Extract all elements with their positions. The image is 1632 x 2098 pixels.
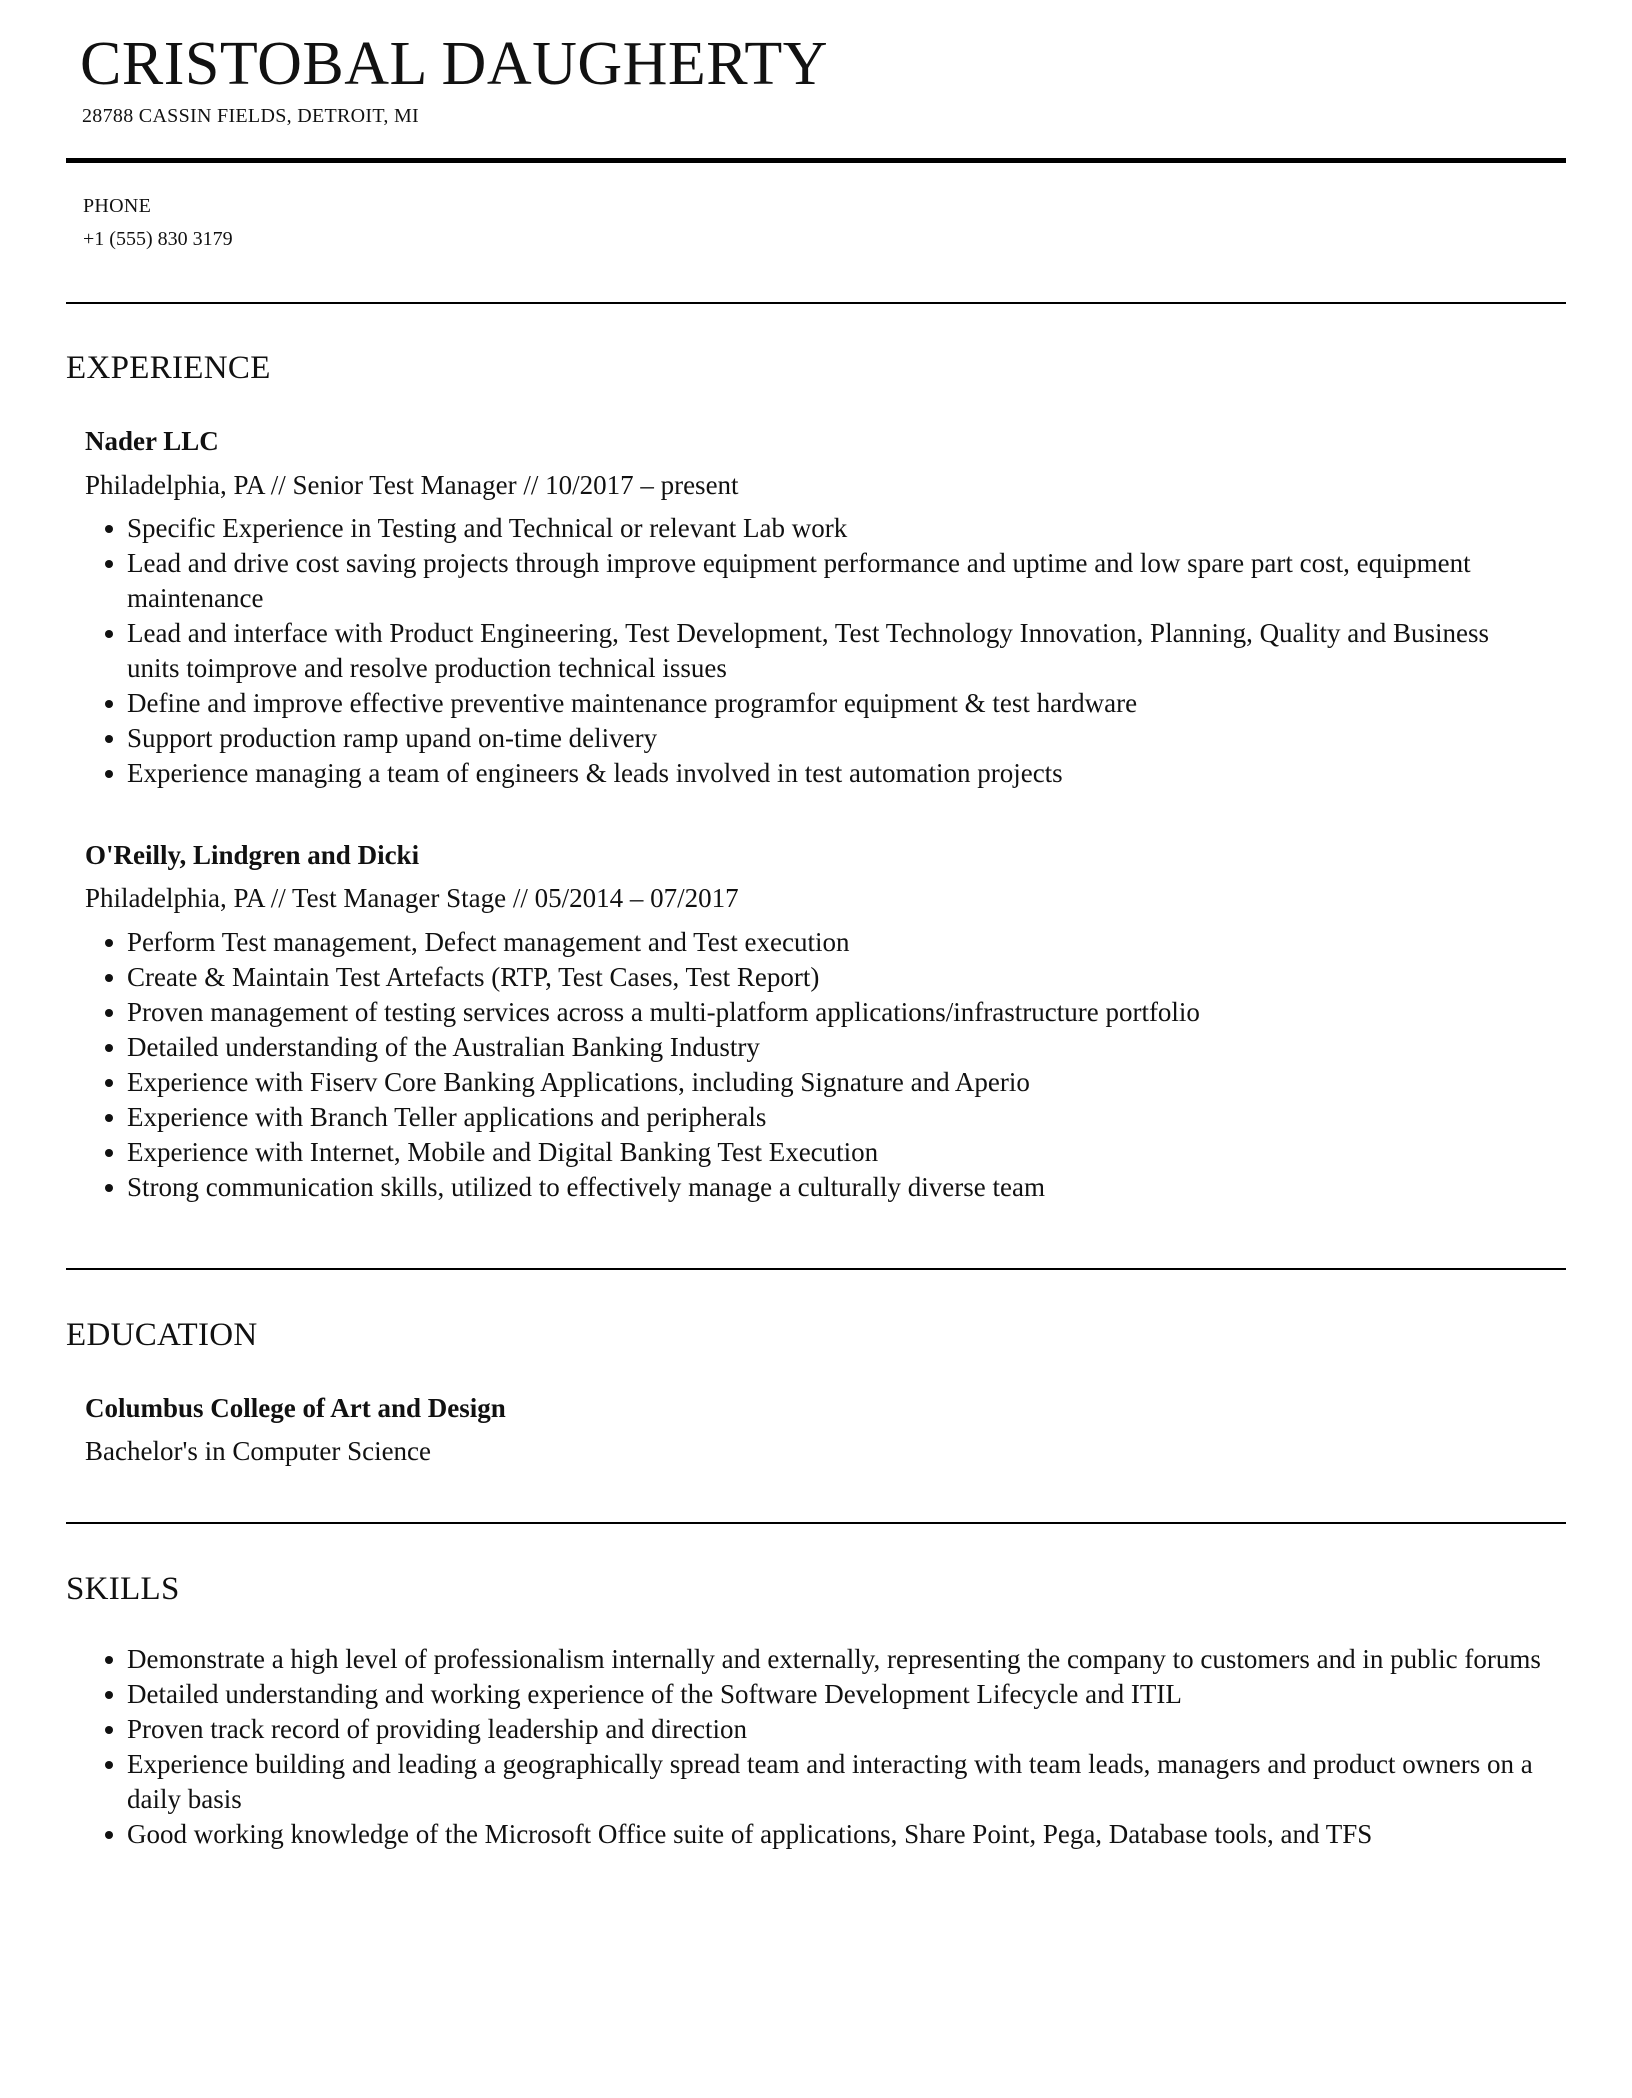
phone-value: +1 (555) 830 3179 [83, 228, 233, 250]
list-item: Strong communication skills, utilized to effectively manage a culturally diverse team [127, 1170, 1547, 1205]
skills-heading: SKILLS [66, 1571, 180, 1607]
list-item: Lead and drive cost saving projects through improve equipment performance and uptime and low spare part cost, equipment maintenance [127, 546, 1547, 616]
list-item: Proven management of testing services across a multi-platform applications/infrastructure portfolio [127, 995, 1547, 1030]
job-company: Nader LLC [85, 426, 219, 456]
list-item: Detailed understanding and working experience of the Software Development Lifecycle and ITIL [127, 1677, 1547, 1712]
list-item: Perform Test management, Defect management and Test execution [127, 925, 1547, 960]
list-item: Experience with Fiserv Core Banking Applications, including Signature and Aperio [127, 1065, 1547, 1100]
list-item: Support production ramp upand on-time delivery [127, 721, 1547, 756]
education-degree: Bachelor's in Computer Science [85, 1436, 432, 1466]
list-item: Define and improve effective preventive maintenance programfor equipment & test hardware [127, 686, 1547, 721]
job-bullets [127, 925, 1547, 1205]
list-item: Experience with Internet, Mobile and Digital Banking Test Execution [127, 1135, 1547, 1170]
header-divider [66, 158, 1566, 163]
job-meta: Philadelphia, PA // Test Manager Stage // 05/2014 – 07/2017 [85, 883, 739, 913]
job-bullets [127, 511, 1547, 791]
list-item: Good working knowledge of the Microsoft Office suite of applications, Share Point, Pega, Database tools, and TFS [127, 1817, 1547, 1852]
list-item: Detailed understanding of the Australian Banking Industry [127, 1030, 1547, 1065]
list-item: Proven track record of providing leadership and direction [127, 1712, 1547, 1747]
job-meta: Philadelphia, PA // Senior Test Manager // 10/2017 – present [85, 470, 739, 500]
list-item: Create & Maintain Test Artefacts (RTP, Test Cases, Test Report) [127, 960, 1547, 995]
phone-label: PHONE [83, 195, 152, 217]
job-company: O'Reilly, Lindgren and Dicki [85, 840, 420, 870]
list-item: Lead and interface with Product Engineering, Test Development, Test Technology Innovation, Planning, Quality and Business units toimprove and resolve production technical issues [127, 616, 1547, 686]
list-item: Specific Experience in Testing and Technical or relevant Lab work [127, 511, 1547, 546]
education-divider [66, 1522, 1566, 1524]
education-school: Columbus College of Art and Design [85, 1393, 506, 1423]
skills-bullets [127, 1642, 1547, 1852]
candidate-name: CRISTOBAL DAUGHERTY [80, 30, 829, 98]
list-item: Demonstrate a high level of professionalism internally and externally, representing the company to customers and in public forums [127, 1642, 1547, 1677]
list-item: Experience building and leading a geographically spread team and interacting with team leads, managers and product owners on a daily basis [127, 1747, 1547, 1817]
experience-heading: EXPERIENCE [66, 350, 271, 386]
list-item: Experience managing a team of engineers & leads involved in test automation projects [127, 756, 1547, 791]
education-heading: EDUCATION [66, 1317, 258, 1353]
list-item: Experience with Branch Teller applications and peripherals [127, 1100, 1547, 1135]
experience-divider [66, 1268, 1566, 1270]
candidate-address: 28788 CASSIN FIELDS, DETROIT, MI [82, 105, 420, 127]
contact-divider [66, 302, 1566, 304]
